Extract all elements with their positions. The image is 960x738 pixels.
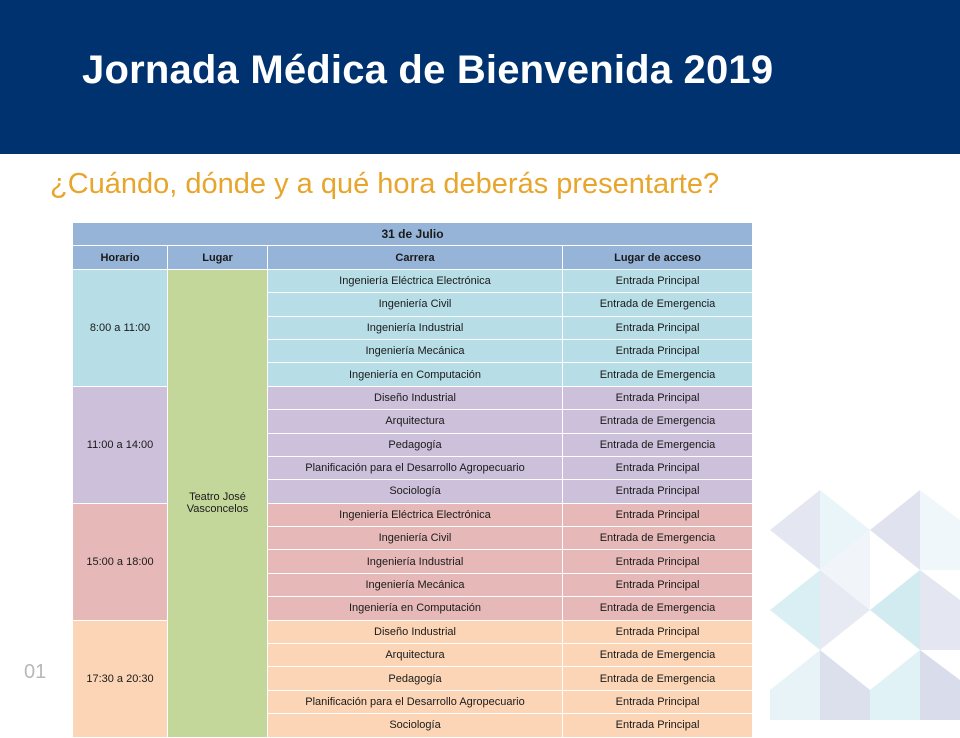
subtitle: ¿Cuándo, dónde y a qué hora deberás presentarte? [50,168,720,200]
header-lugar: Lugar [168,246,268,269]
acceso-cell: Entrada Principal [563,550,753,573]
table-row [73,269,753,292]
table-header-row [73,246,753,269]
acceso-cell: Entrada Principal [563,386,753,409]
header-banner [0,0,960,154]
header-horario: Horario [73,246,168,269]
carrera-cell: Ingeniería Industrial [268,316,563,339]
carrera-cell: Sociología [268,480,563,503]
carrera-cell: Ingeniería Eléctrica Electrónica [268,503,563,526]
acceso-cell: Entrada de Emergencia [563,527,753,550]
acceso-cell: Entrada de Emergencia [563,667,753,690]
acceso-cell: Entrada de Emergencia [563,293,753,316]
carrera-cell: Diseño Industrial [268,620,563,643]
acceso-cell: Entrada Principal [563,339,753,362]
acceso-cell: Entrada Principal [563,714,753,737]
lugar-cell: Teatro José Vasconcelos [168,269,268,737]
carrera-cell: Planificación para el Desarrollo Agropecuario [268,456,563,479]
carrera-cell: Planificación para el Desarrollo Agropecuario [268,690,563,713]
carrera-cell: Ingeniería Mecánica [268,339,563,362]
carrera-cell: Ingeniería Civil [268,293,563,316]
decorative-triangle-pattern [760,470,960,720]
carrera-cell: Ingeniería Civil [268,527,563,550]
acceso-cell: Entrada de Emergencia [563,363,753,386]
acceso-cell: Entrada de Emergencia [563,644,753,667]
table-date-row [73,223,753,246]
acceso-cell: Entrada Principal [563,690,753,713]
carrera-cell: Ingeniería en Computación [268,363,563,386]
acceso-cell: Entrada Principal [563,456,753,479]
acceso-cell: Entrada Principal [563,573,753,596]
slide-number: 01 [24,661,47,683]
acceso-cell: Entrada Principal [563,503,753,526]
acceso-cell: Entrada Principal [563,620,753,643]
carrera-cell: Pedagogía [268,433,563,456]
horario-cell: 15:00 a 18:00 [73,503,168,620]
page-title: Jornada Médica de Bienvenida 2019 [82,48,774,92]
acceso-cell: Entrada Principal [563,480,753,503]
acceso-cell: Entrada Principal [563,316,753,339]
carrera-cell: Pedagogía [268,667,563,690]
acceso-cell: Entrada de Emergencia [563,433,753,456]
carrera-cell: Arquitectura [268,410,563,433]
schedule-table [72,222,753,738]
acceso-cell: Entrada Principal [563,269,753,292]
horario-cell: 11:00 a 14:00 [73,386,168,503]
carrera-cell: Ingeniería Eléctrica Electrónica [268,269,563,292]
horario-cell: 8:00 a 11:00 [73,269,168,386]
carrera-cell: Arquitectura [268,644,563,667]
carrera-cell: Ingeniería Industrial [268,550,563,573]
horario-cell: 17:30 a 20:30 [73,620,168,737]
carrera-cell: Ingeniería en Computación [268,597,563,620]
header-carrera: Carrera [268,246,563,269]
carrera-cell: Diseño Industrial [268,386,563,409]
carrera-cell: Sociología [268,714,563,737]
acceso-cell: Entrada de Emergencia [563,597,753,620]
header-acceso: Lugar de acceso [563,246,753,269]
acceso-cell: Entrada de Emergencia [563,410,753,433]
table-date: 31 de Julio [73,223,753,246]
carrera-cell: Ingeniería Mecánica [268,573,563,596]
